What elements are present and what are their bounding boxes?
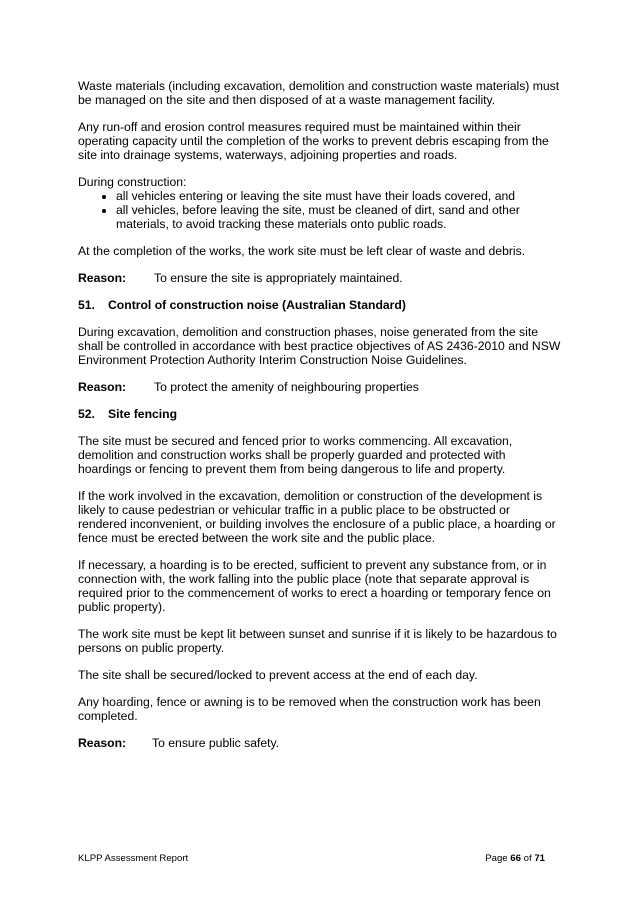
reason-text: To ensure public safety. [152, 736, 280, 750]
paragraph-during-construction: During construction: [78, 175, 187, 189]
reason-label: Reason: [78, 271, 127, 285]
page-current: 66 [510, 853, 521, 864]
reason-site-maintained [78, 271, 562, 285]
page-total: 71 [534, 853, 545, 864]
paragraph-hoarding-required: If the work involved in the excavation, demolition or construction of the development is likely to cause pedestrian or vehicular traffic in a public place to be obstructed or rendered inconvenient, or building involves the enclosure of a public place, a hoarding or fence must be erected between the work site and the public place. [78, 489, 556, 545]
construction-bullet-list [78, 189, 562, 231]
section-title: Site fencing [108, 407, 178, 421]
paragraph-site-secured: The site must be secured and fenced prior to works commencing. All excavation, demolition and construction works shall be properly guarded and protected with hoardings or fencing to prevent them from being dangerous to life and property. [78, 434, 513, 476]
page-number [485, 853, 545, 864]
reason-public-safety [78, 736, 562, 750]
page-footer [78, 853, 545, 864]
page-of: of [523, 853, 532, 864]
reason-label: Reason: [78, 380, 127, 394]
paragraph-erosion-control: Any run-off and erosion control measures required must be maintained within their operating capacity until the completion of the works to prevent debris escaping from the site into drainage systems, waterways, adjoining properties and roads. [78, 120, 549, 162]
page-prefix: Page [485, 853, 508, 864]
paragraph-site-lit: The work site must be kept lit between sunset and sunrise if it is likely to be hazardous to persons on public property. [78, 627, 557, 655]
paragraph-waste-materials: Waste materials (including excavation, demolition and construction waste materials) must be managed on the site and then disposed of at a waste management facility. [78, 79, 560, 107]
reason-amenity [78, 380, 562, 394]
footer-report-title: KLPP Assessment Report [78, 853, 189, 864]
paragraph-hoarding-removed: Any hoarding, fence or awning is to be removed when the construction work has been completed. [78, 695, 541, 723]
section-heading-51 [78, 298, 562, 312]
section-number: 51. [78, 298, 95, 312]
paragraph-noise: During excavation, demolition and construction phases, noise generated from the site shall be controlled in accordance with best practice objectives of AS 2436-2010 and NSW Environment Protection Authority Interim Construction Noise Guidelines. [78, 325, 561, 367]
list-item: • all vehicles, before leaving the site, must be cleaned of dirt, sand and other materials, to avoid tracking these materials onto public roads. [116, 203, 562, 231]
section-title: Control of construction noise (Australian Standard) [108, 298, 406, 312]
paragraph-site-locked: The site shall be secured/locked to prevent access at the end of each day. [78, 668, 478, 682]
reason-label: Reason: [78, 736, 127, 750]
reason-text: To protect the amenity of neighbouring properties [154, 380, 419, 394]
section-heading-52 [78, 407, 562, 421]
paragraph-completion: At the completion of the works, the work site must be left clear of waste and debris. [78, 244, 526, 258]
paragraph-hoarding-erected: If necessary, a hoarding is to be erected, sufficient to prevent any substance from, or in connection with, the work falling into the public place (note that separate approval is required prior to the commencement of works to erect a hoarding or temporary fence on public property). [78, 558, 551, 614]
document-page [78, 79, 562, 763]
section-number: 52. [78, 407, 95, 421]
list-item: • all vehicles entering or leaving the site must have their loads covered, and [116, 189, 562, 203]
reason-text: To ensure the site is appropriately maintained. [154, 271, 403, 285]
